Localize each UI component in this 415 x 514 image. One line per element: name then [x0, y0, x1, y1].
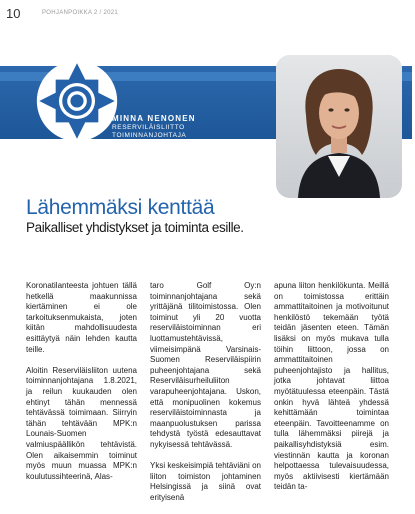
paragraph: Yksi keskeisimpiä tehtäviäni on liiton toimiston johtaminen Helsingissä ja siinä ovat erityisenä	[150, 461, 261, 502]
author-name: MINNA NENONEN	[112, 114, 196, 123]
reservist-cross-emblem-icon	[36, 60, 118, 142]
body-column-3	[274, 281, 389, 503]
article-subtitle: Paikalliset yhdistykset ja toiminta esille.	[26, 220, 244, 235]
body-column-2	[150, 281, 261, 514]
paragraph: Koronatilanteesta johtuen tällä hetkellä maakunnissa kiertäminen ei ole tarkoituksenmukaista, joten kiitän mahdollisuudesta esittäytyä näin lehden kautta teille.	[26, 281, 137, 354]
body-column-1	[26, 281, 137, 493]
running-head: POHJANPOIKKA 2 / 2021	[42, 10, 118, 16]
author-portrait	[276, 55, 402, 198]
author-role-organization: RESERVILÄISLIITTO	[112, 124, 185, 131]
paragraph: taro Golf Oy:n toiminnanjohtajana sekä yrittäjänä tilitoimistossa. Olen toiminut yli 20 vuotta reserviläistoiminnan eri luottamustehtävissä, viimeisimpänä Varsinais-Suomen Reserviläispiirin puheenjohtajana sekä Reserviläisurheiluliiton varapuheenjohtajana. Uskon, että monipuolinen kokemus reserviläistoiminnasta ja maanpuolustuksen parissa tehdystä työstä edesauttavat nykyisessä tehtävässä.	[150, 281, 261, 449]
author-block	[112, 114, 196, 140]
article-title: Lähemmäksi kenttää	[26, 196, 215, 219]
author-role-title: TOIMINNANJOHTAJA	[112, 132, 187, 139]
paragraph: apuna liiton henkilökunta. Meillä on toimistossa erittäin ammattitaitoinen ja motivoitunut henkilöstö tekemään työtä teidän jäsenten eteen. Tämän lisäksi on myös mukava tulla töihin liittoon, jossa on ammattitaitoinen puheenjohtajisto ja hallitus, jotka johtavat liittoa myötätuulessa eteenpäin. Tästä onkin hyvä lähteä yhdessä kehittämään toimintaa eteenpäin. Tavoitteenamme on tulla lähemmäksi piirejä ja paikallisyhdistyksiä esim. viestinnän kautta ja koronan helpottaessa tulevaisuudessa, myös aktiivisesti kiertämään teidän ta-	[274, 281, 389, 492]
paragraph: Aloitin Reserviläisliiton uutena toiminnanjohtajana 1.8.2021, ja reilun kuukauden olen ehtinyt tähän mennessä tehtävässä toimimaan. Siirryin tähän tehtävään MPK:n Lounais-Suomen valmiuspäällikön tehtävistä. Olen aikaisemmin toiminut myös muun muassa MPK:n koulutussihteerinä, Alas-	[26, 365, 137, 481]
page-number: 10	[6, 6, 21, 21]
